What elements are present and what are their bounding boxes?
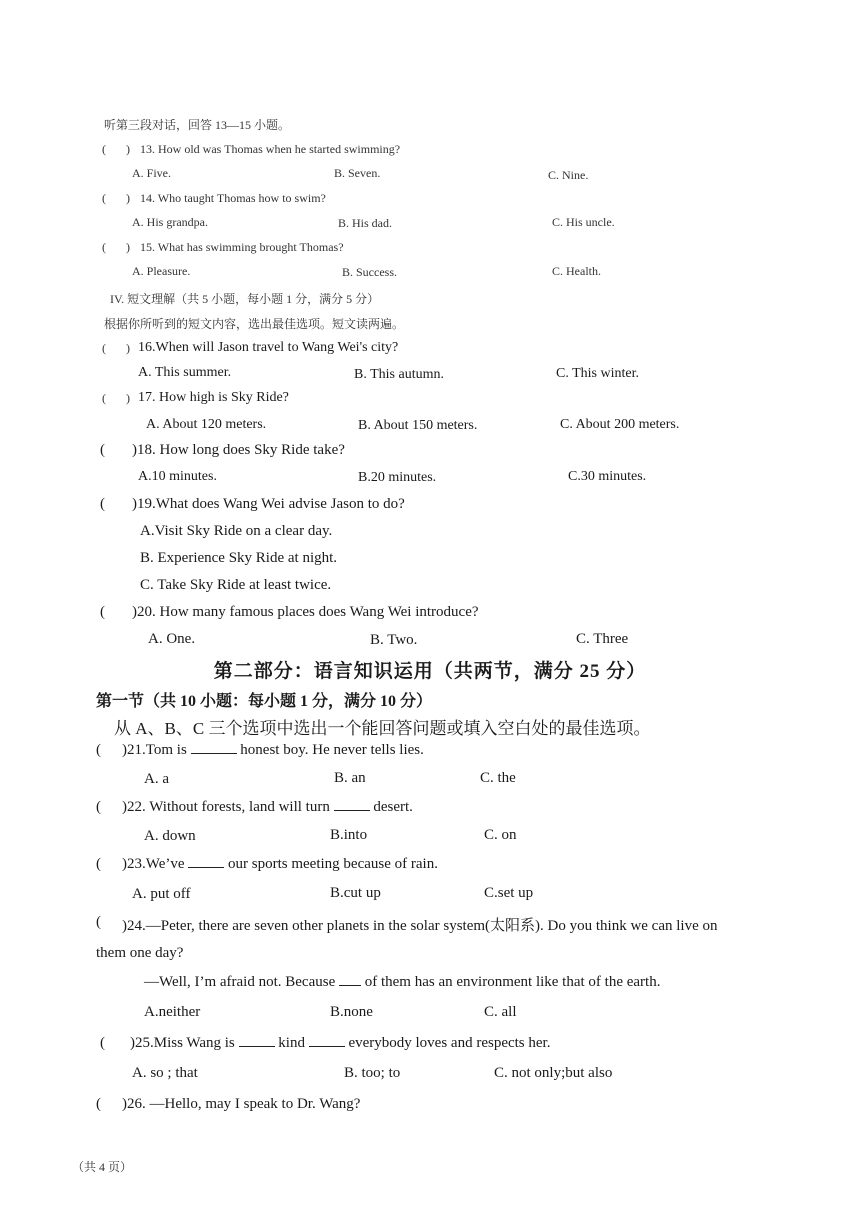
- answer-paren: (: [100, 442, 105, 458]
- question-stem-post: desert.: [373, 799, 413, 815]
- question-stem-pre: )21.Tom is: [122, 742, 187, 758]
- question-stem-line1: )24.—Peter, there are seven other planets in the solar system(太阳系). Do you think we can live on: [122, 918, 718, 934]
- option-b: B. too; to: [344, 1065, 401, 1081]
- option-a: A. Five.: [132, 166, 171, 180]
- option-c: C. all: [484, 1004, 517, 1020]
- fill-blank: [309, 1045, 345, 1047]
- option-a: A. His grandpa.: [132, 215, 208, 229]
- option-a: A. This summer.: [138, 365, 232, 380]
- option-c: C. His uncle.: [552, 215, 615, 229]
- option-c: C. Health.: [552, 264, 601, 278]
- option-b: B. About 150 meters.: [358, 418, 478, 433]
- option-b: B.cut up: [330, 885, 381, 901]
- answer-paren: (: [100, 604, 105, 620]
- question-stem: )19.What does Wang Wei advise Jason to do?: [132, 496, 405, 512]
- answer-paren: (: [96, 742, 101, 758]
- section-1-title: 第一节（共 10 小题：每小题 1 分，满分 10 分）: [96, 693, 433, 710]
- answer-paren-close: ): [126, 142, 130, 156]
- answer-paren: (: [102, 191, 106, 205]
- question-stem-line2: them one day?: [96, 945, 184, 961]
- question-stem: 14. Who taught Thomas how to swim?: [140, 191, 326, 205]
- page-count-footer: （共 4 页）: [72, 1160, 133, 1174]
- fill-blank: [188, 866, 224, 868]
- question-stem: 17. How high is Sky Ride?: [138, 390, 289, 405]
- option-b: B. Experience Sky Ride at night.: [140, 550, 338, 566]
- option-c: C.30 minutes.: [568, 469, 647, 484]
- answer-paren: (: [100, 496, 105, 512]
- option-a: A.neither: [144, 1004, 201, 1020]
- option-c: C. Take Sky Ride at least twice.: [140, 577, 332, 593]
- option-c: C.set up: [484, 885, 534, 901]
- option-b: B. Success.: [342, 265, 397, 279]
- option-a: A.Visit Sky Ride on a clear day.: [140, 523, 333, 539]
- question-stem: 15. What has swimming brought Thomas?: [140, 240, 344, 254]
- question-stem-mid: kind: [278, 1035, 305, 1051]
- section-1-instruction: 从 A、B、C 三个选项中选出一个能回答问题或填入空白处的最佳选项。: [114, 719, 651, 738]
- option-a: A.10 minutes.: [138, 469, 217, 484]
- option-c: C. Nine.: [548, 168, 589, 182]
- option-b: B.none: [330, 1004, 373, 1020]
- option-b: B. This autumn.: [354, 367, 444, 382]
- option-c: C. About 200 meters.: [560, 417, 680, 432]
- question-stem: )26. —Hello, may I speak to Dr. Wang?: [122, 1096, 361, 1112]
- option-c: C. on: [484, 827, 517, 843]
- option-c: C. This winter.: [556, 366, 639, 381]
- answer-paren: (: [96, 799, 101, 815]
- answer-paren: (: [96, 914, 101, 930]
- question-reply-pre: —Well, I’m afraid not. Because: [144, 974, 336, 990]
- question-reply-post: of them has an environment like that of the earth.: [364, 974, 661, 990]
- question-stem-post: everybody loves and respects her.: [348, 1035, 551, 1051]
- option-b: B. Two.: [370, 632, 418, 648]
- option-b: B. Seven.: [334, 166, 381, 180]
- answer-paren: (: [96, 1096, 101, 1112]
- option-a: A. One.: [148, 631, 196, 647]
- option-a: A. down: [144, 828, 196, 844]
- instruction-dialogue3: 听第三段对话，回答 13—15 小题。: [104, 118, 291, 132]
- option-a: A. a: [144, 771, 169, 787]
- option-b: B. His dad.: [338, 216, 392, 230]
- answer-paren-close: ): [126, 391, 130, 405]
- question-stem-pre: )23.We’ve: [122, 856, 185, 872]
- fill-blank: [334, 809, 370, 811]
- option-b: B.into: [330, 827, 368, 843]
- question-stem: 13. How old was Thomas when he started swimming?: [140, 142, 401, 156]
- answer-paren-close: ): [126, 341, 130, 355]
- question-stem-post: honest boy. He never tells lies.: [240, 742, 424, 758]
- answer-paren-close: ): [126, 191, 130, 205]
- answer-paren: (: [100, 1035, 105, 1051]
- option-a: A. so ; that: [132, 1065, 198, 1081]
- question-stem-pre: )22. Without forests, land will turn: [122, 799, 330, 815]
- option-a: A. Pleasure.: [132, 264, 191, 278]
- option-a: A. put off: [132, 886, 191, 902]
- part-two-title: 第二部分：语言知识运用（共两节，满分 25 分）: [213, 661, 647, 682]
- question-stem: )18. How long does Sky Ride take?: [132, 442, 345, 458]
- answer-paren: (: [96, 856, 101, 872]
- fill-blank: [239, 1045, 275, 1047]
- option-a: A. About 120 meters.: [146, 417, 267, 432]
- section-iv-title: IV. 短文理解（共 5 小题，每小题 1 分，满分 5 分）: [110, 292, 380, 306]
- section-iv-instruction: 根据你所听到的短文内容，选出最佳选项。短文读两遍。: [104, 317, 405, 331]
- answer-paren: (: [102, 142, 106, 156]
- option-b: B. an: [334, 770, 366, 786]
- question-stem-post: our sports meeting because of rain.: [228, 856, 438, 872]
- answer-paren: (: [102, 240, 106, 254]
- option-b: B.20 minutes.: [358, 470, 437, 485]
- question-stem: )20. How many famous places does Wang Wei introduce?: [132, 604, 479, 620]
- option-c: C. not only;but also: [494, 1065, 613, 1081]
- answer-paren: (: [102, 391, 106, 405]
- answer-paren: (: [102, 341, 106, 355]
- option-c: C. the: [480, 770, 516, 786]
- answer-paren-close: ): [126, 240, 130, 254]
- fill-blank: [339, 984, 361, 986]
- question-stem-pre: )25.Miss Wang is: [130, 1035, 235, 1051]
- fill-blank: [191, 752, 237, 754]
- question-stem: 16.When will Jason travel to Wang Wei's city?: [138, 340, 399, 355]
- option-c: C. Three: [576, 631, 629, 647]
